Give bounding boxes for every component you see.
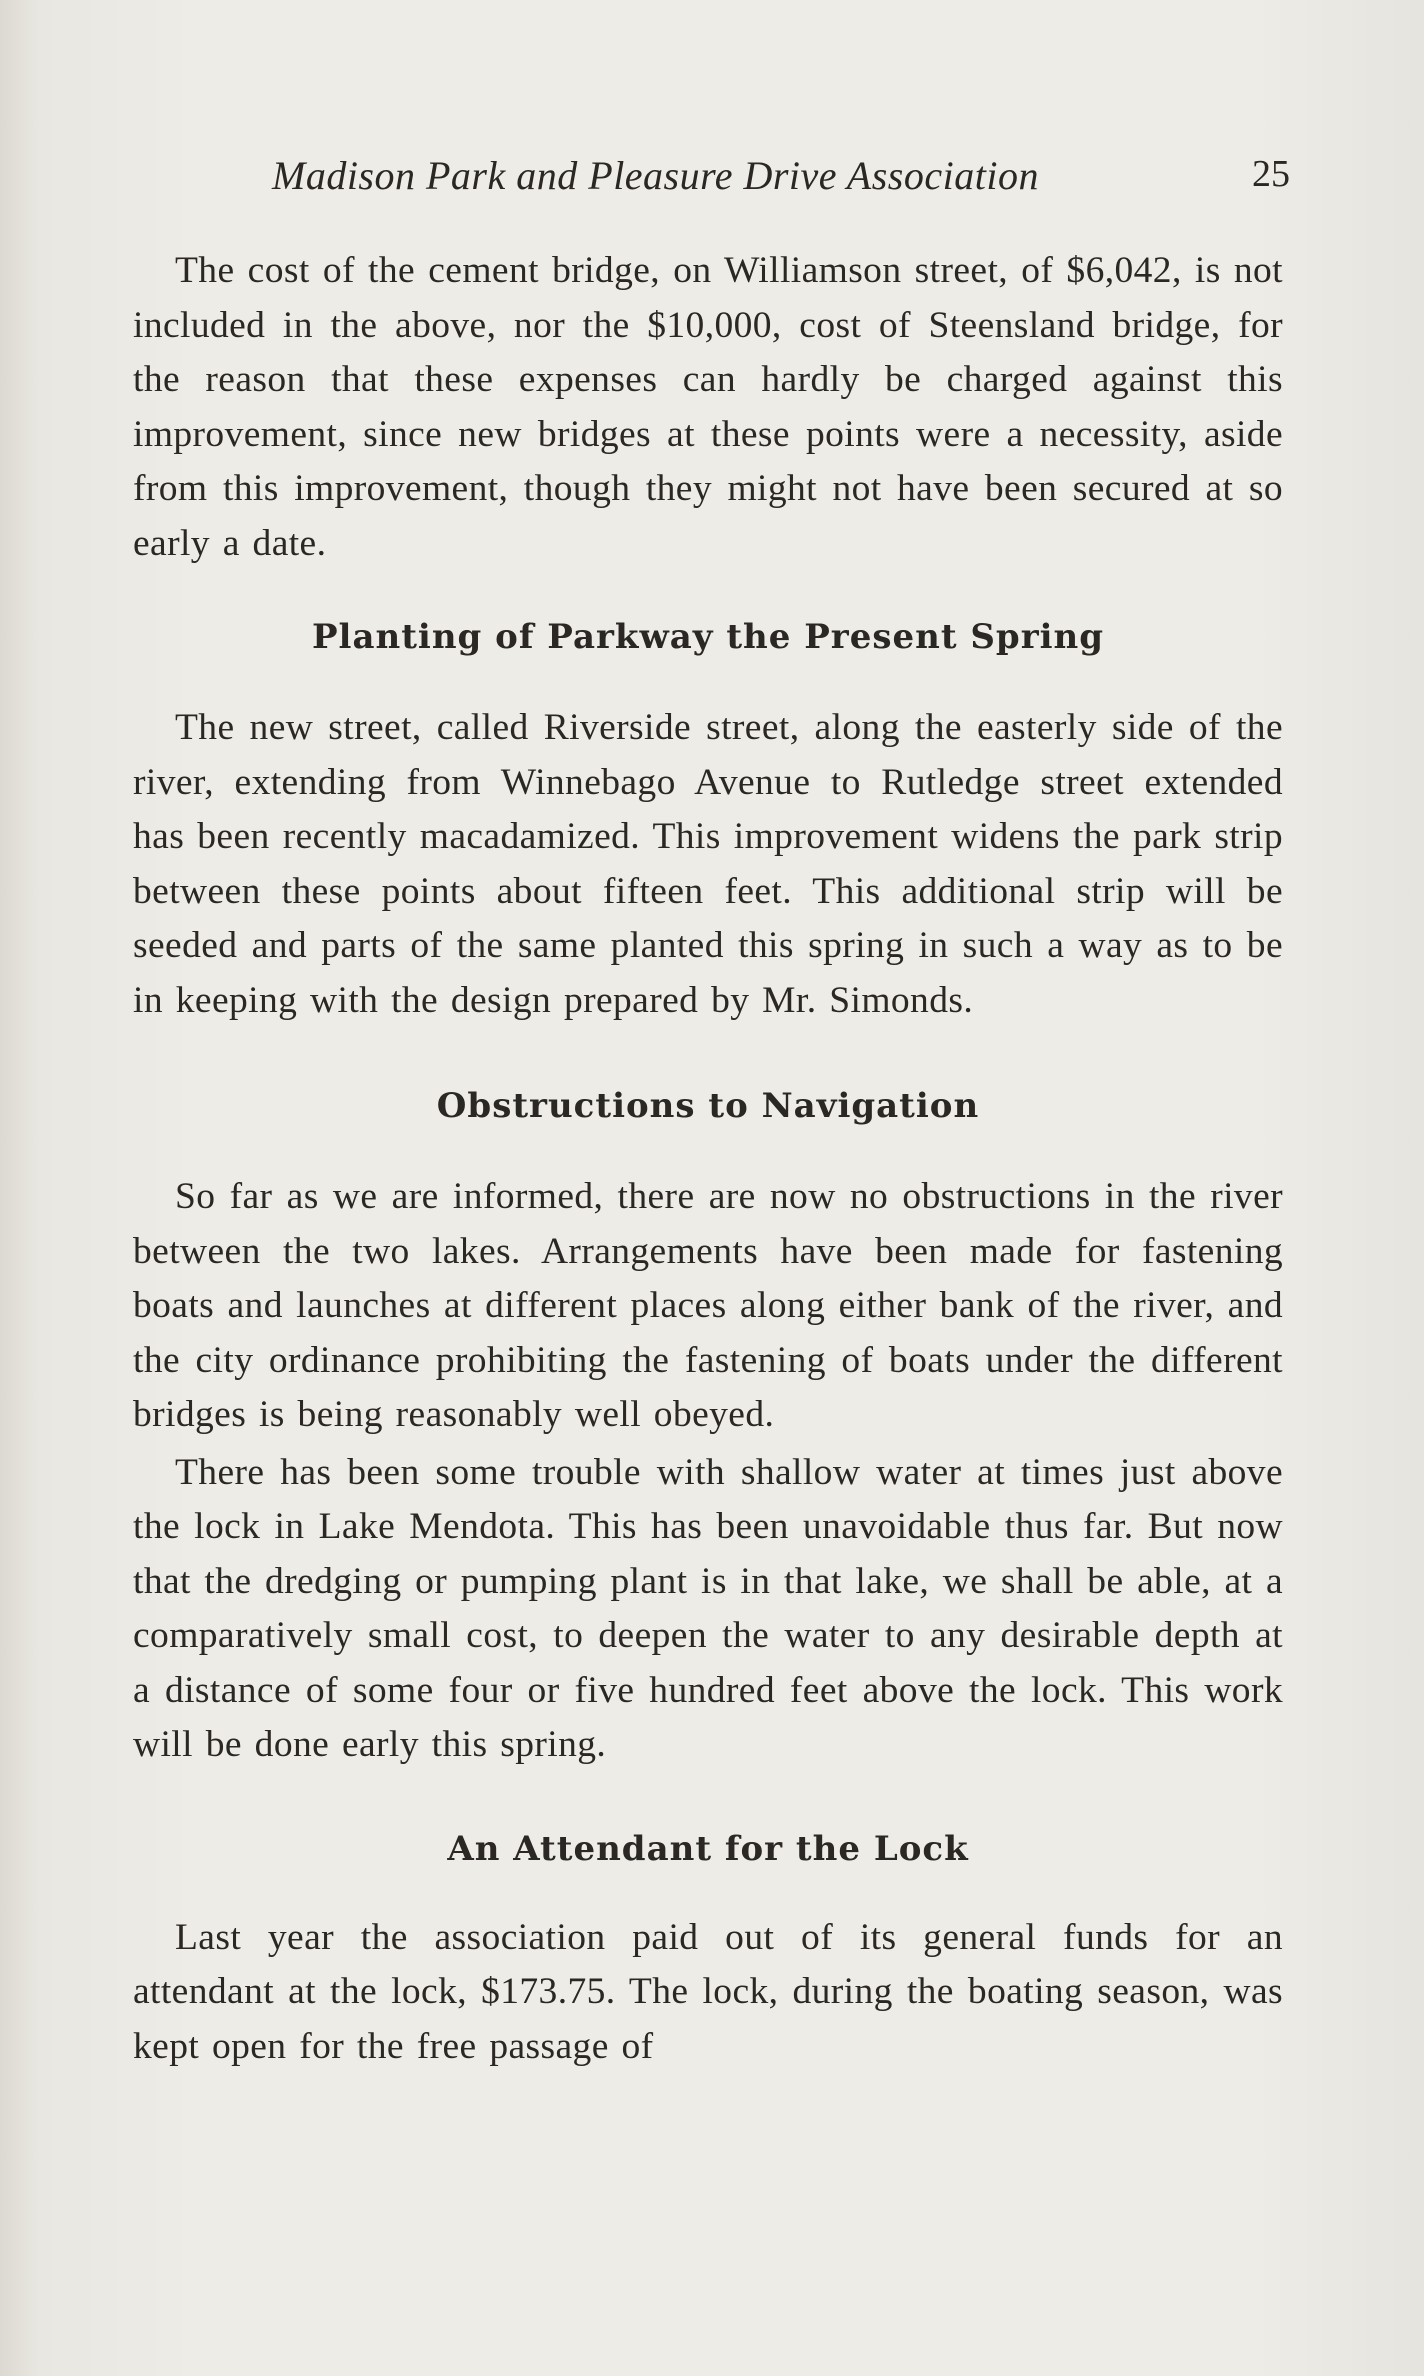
- paragraph: Last year the association paid out of its general funds for an attendant at the lock, $173.75. The lock, during the boating season, was kept open for the free passage of: [133, 1916, 1283, 2067]
- paragraph: The new street, called Riverside street, along the easterly side of the river, extending from Winnebago Avenue to Rutledge street extended has been recently macadamized. This improvement widens the park strip between these points about fifteen feet. This additional strip will be seeded and parts of the same planted this spring in such a way as to be in keeping with the design prepared by Mr. Simonds.: [133, 707, 1283, 1021]
- body-text: [133, 244, 1283, 2074]
- section-heading: An Attendant for the Lock: [447, 1828, 969, 1869]
- section-heading: Planting of Parkway the Present Spring: [311, 617, 1105, 657]
- running-head: [130, 152, 1290, 212]
- paragraph: The cost of the cement bridge, on Williamson street, of $6,042, is not included in the above, nor the $10,000, cost of Steensland bridge, for the reason that these expenses can hardly be charged against this improvement, since new bridges at these points were a necessity, aside from this improvement, though they might not have been secured at so early a date.: [133, 250, 1283, 564]
- running-title: Madison Park and Pleasure Drive Association: [272, 153, 1039, 198]
- page-number: 25: [1252, 153, 1290, 195]
- paragraph: So far as we are informed, there are now no obstructions in the river between the two lakes. Arrangements have been made for fastening boats and launches at different places along either bank of the river, and the city ordinance prohibiting the fastening of boats under the different bridges is being reasonably well obeyed.: [133, 1176, 1283, 1435]
- paragraph: There has been some trouble with shallow water at times just above the lock in Lake Mendota. This has been unavoidable thus far. But now that the dredging or pumping plant is in that lake, we shall be able, at a comparatively small cost, to deepen the water to any desirable depth at a distance of some four or five hundred feet above the lock. This work will be done early this spring.: [133, 1451, 1283, 1765]
- section-heading: Obstructions to Navigation: [436, 1086, 980, 1126]
